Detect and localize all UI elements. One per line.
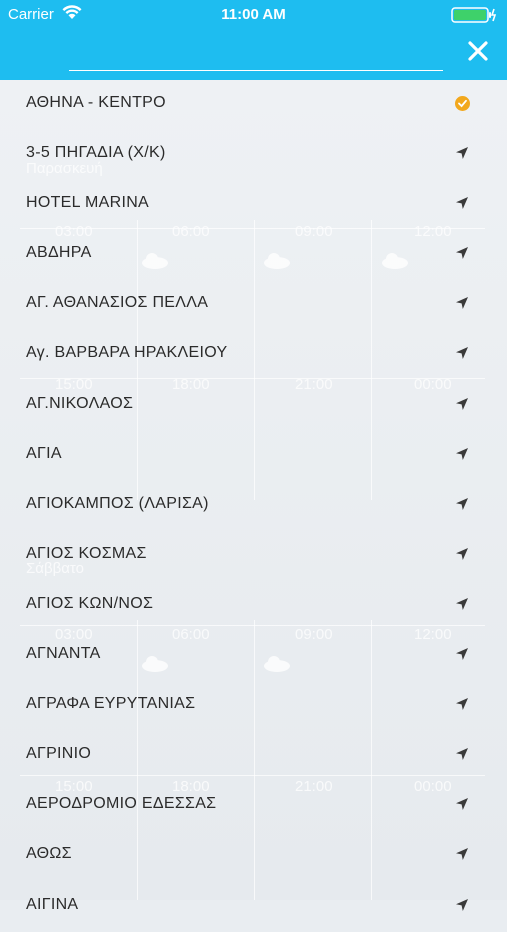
location-row[interactable] [0,330,507,380]
location-label: HOTEL MARINA [26,194,150,212]
location-arrow-icon [455,697,469,711]
location-arrow-icon [455,797,469,811]
location-label: ΑΓΡΙΝΙΟ [26,745,92,763]
location-arrow-icon [455,597,469,611]
selected-check-icon [455,96,470,111]
status-time: 11:00 AM [221,6,286,23]
bg-time-label: 06:00 [172,626,210,643]
location-arrow-icon [455,346,469,360]
location-row[interactable] [0,381,507,431]
location-row[interactable] [0,280,507,330]
location-row[interactable] [0,781,507,831]
location-label: 3-5 ΠΗΓΑΔΙΑ (Χ/Κ) [26,144,166,162]
bg-time-label: 21:00 [295,778,333,795]
location-label: ΑΘΩΣ [26,845,72,863]
battery-icon [451,7,497,23]
location-arrow-icon [455,547,469,561]
location-arrow-icon [455,146,469,160]
close-icon[interactable] [463,36,493,66]
carrier-label: Carrier [8,6,54,23]
location-label: ΑΘΗΝΑ - ΚΕΝΤΡΟ [26,94,166,111]
location-label: ΑΓ.ΝΙΚΟΛΑΟΣ [26,394,134,412]
location-arrow-icon [455,497,469,511]
location-row[interactable] [0,681,507,731]
bg-time-label: 18:00 [172,778,210,795]
location-row[interactable] [0,882,507,932]
bg-time-label: 15:00 [55,376,93,393]
location-arrow-icon [455,747,469,761]
location-label: Αγ. ΒΑΡΒΑΡΑ ΗΡΑΚΛΕΙΟΥ [26,344,228,362]
bg-time-label: 09:00 [295,223,333,240]
location-arrow-icon [455,246,469,260]
bg-time-label: 00:00 [414,778,452,795]
location-label: ΑΓΙΑ [26,444,62,462]
bg-time-label: 03:00 [55,223,93,240]
location-label: ΑΓΙΟΣ ΚΩΝ/ΝΟΣ [26,594,154,612]
location-label: ΑΓΝΑΝΤΑ [26,645,101,663]
location-row[interactable] [0,531,507,581]
location-arrow-icon [455,847,469,861]
location-arrow-icon [455,196,469,210]
location-row[interactable] [0,581,507,631]
location-row[interactable] [0,80,507,130]
location-row[interactable] [0,180,507,230]
location-row[interactable] [0,631,507,681]
location-arrow-icon [455,447,469,461]
bg-time-label: 12:00 [414,223,452,240]
location-arrow-icon [455,397,469,411]
location-arrow-icon [455,647,469,661]
location-label: ΑΓΙΟΣ ΚΟΣΜΑΣ [26,544,147,562]
bg-time-label: 15:00 [55,778,93,795]
location-label: ΑΓΙΟΚΑΜΠΟΣ (ΛΑΡΙΣΑ) [26,494,209,512]
location-label: ΑΕΡΟΔΡΟΜΙΟ ΕΔΕΣΣΑΣ [26,795,217,813]
bg-time-label: 21:00 [295,376,333,393]
search-input[interactable] [69,38,443,71]
location-list [0,80,507,913]
bg-time-label: 18:00 [172,376,210,393]
bg-time-label: 00:00 [414,376,452,393]
bg-day-label: Παρασκευή [26,160,103,177]
search-header [0,30,507,80]
location-row[interactable] [0,731,507,781]
location-row[interactable] [0,230,507,280]
location-label: ΑΙΓΙΝΑ [26,895,79,913]
location-row[interactable] [0,831,507,881]
bg-time-label: 09:00 [295,626,333,643]
bg-time-label: 06:00 [172,223,210,240]
location-arrow-icon [455,296,469,310]
location-row[interactable] [0,481,507,531]
location-label: ΑΓΡΑΦΑ ΕΥΡΥΤΑΝΙΑΣ [26,695,196,713]
status-bar [0,0,507,30]
bg-time-label: 03:00 [55,626,93,643]
location-label: ΑΓ. ΑΘΑΝΑΣΙΟΣ ΠΕΛΛΑ [26,294,209,312]
location-row[interactable] [0,130,507,180]
bg-time-label: 12:00 [414,626,452,643]
location-arrow-icon [455,898,469,912]
bg-day-label: Σάββατο [26,560,84,577]
location-label: ΑΒΔΗΡΑ [26,244,92,262]
location-row[interactable] [0,431,507,481]
